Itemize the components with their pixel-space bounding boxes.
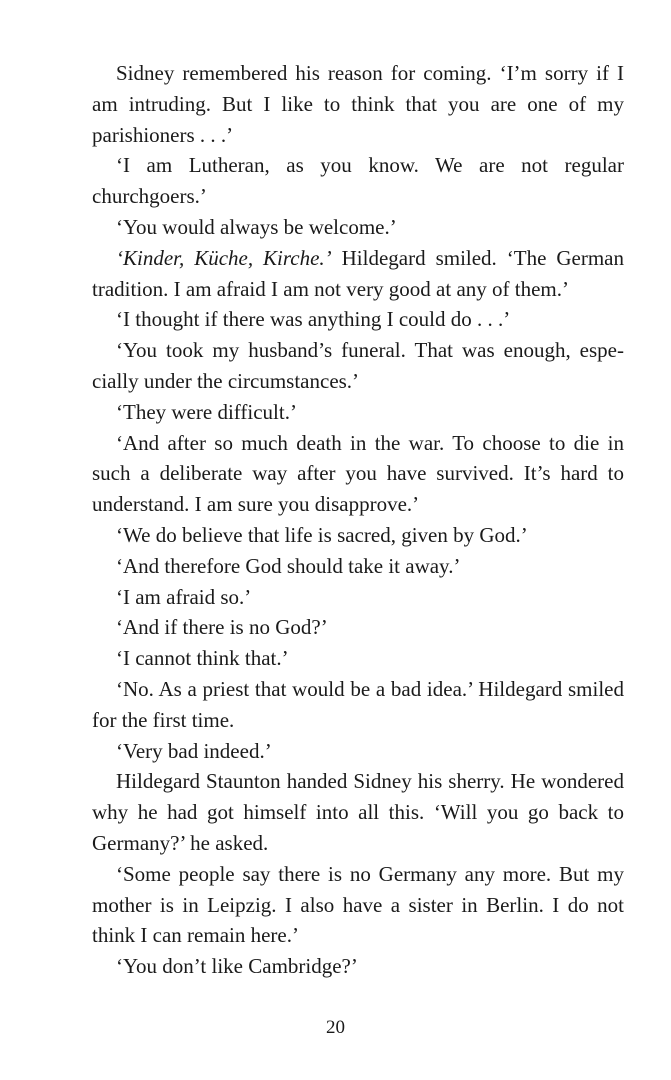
page-number: 20	[326, 1017, 345, 1038]
paragraph: ‘You took my husband’s funeral. That was enough, especially under the circumstances.’	[92, 338, 624, 393]
paragraph: Sidney remembered his reason for coming. ‘I’m sorry if I am intruding. But I like to think that you are one of my parishioners . . .’	[92, 61, 624, 147]
paragraph: ‘You would always be welcome.’	[116, 214, 397, 239]
paragraph: ‘I am afraid so.’	[116, 584, 252, 609]
paragraph: ‘They were difficult.’	[116, 399, 297, 424]
italic-phrase: ‘Kinder, Küche, Kirche.’	[116, 245, 332, 270]
paragraph: ‘I thought if there was anything I could do . . .’	[116, 307, 511, 332]
paragraph: ‘And therefore God should take it away.’	[116, 553, 461, 578]
page-body	[92, 58, 624, 982]
paragraph: ‘I am Lutheran, as you know. We are not regular churchgoers.’	[92, 153, 624, 209]
paragraph: ‘And after so much death in the war. To choose to die in such a deliberate way after you have survived. It’s hard to understand. I am sure you disapprove.’	[92, 430, 624, 517]
paragraph: Hildegard Staunton handed Sidney his sherry. He wondered why he had got himself into all this. ‘Will you go back to Germany?’ he asked.	[92, 769, 624, 855]
paragraph: ‘I cannot think that.’	[116, 646, 289, 671]
paragraph: ‘You don’t like Cambridge?’	[116, 954, 358, 979]
paragraph: ‘No. As a priest that would be a bad idea.’ Hildegard smiled for the first time.	[92, 676, 624, 732]
paragraph: ‘Very bad indeed.’	[116, 738, 272, 763]
paragraph: ‘Some people say there is no Germany any more. But my mother is in Leipzig. I also have a sister in Berlin. I do not think I can remain here.’	[92, 861, 624, 948]
paragraph	[92, 243, 624, 305]
paragraph: ‘And if there is no God?’	[116, 615, 328, 640]
paragraph-text: Hildegard smiled. ‘The German tradition. I am afraid I am not very good at any of them.’	[92, 245, 624, 301]
paragraph: ‘We do believe that life is sacred, given by God.’	[116, 522, 528, 547]
